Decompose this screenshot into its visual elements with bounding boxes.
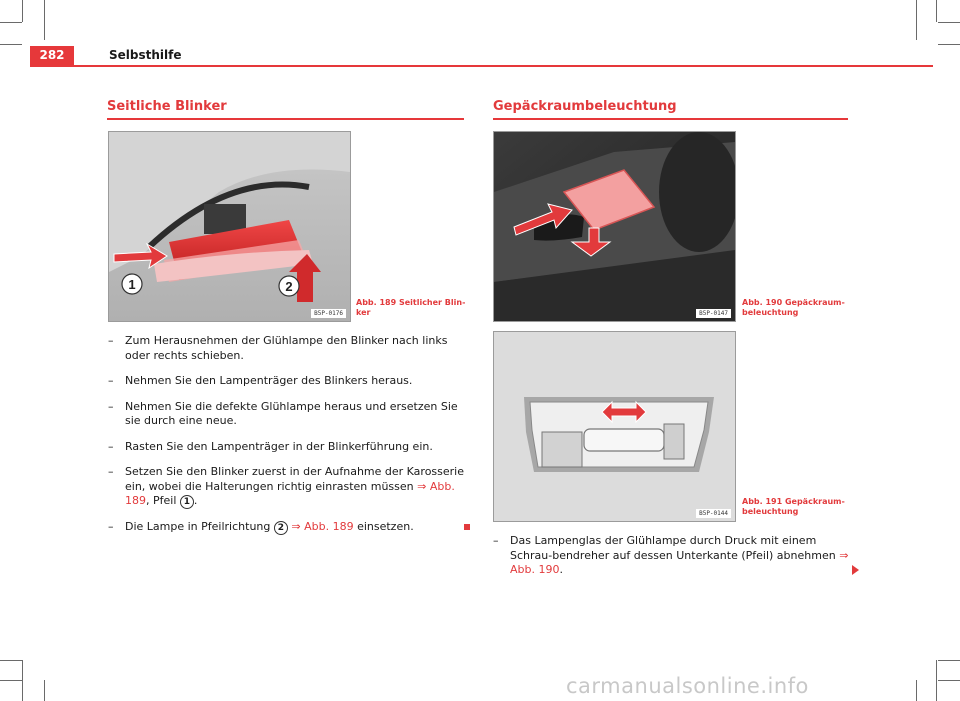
figure-code: B5P-0144 [696,509,731,518]
crop-mark [0,22,22,23]
crop-mark [938,680,960,681]
figure-label-1: 1 [128,277,136,292]
figure-label-2: 2 [285,279,293,294]
figure-code: B5P-0147 [696,309,731,318]
figure-reference-link[interactable]: ⇒ Abb. 190 [510,548,849,576]
list-item [493,534,851,578]
crop-mark [936,660,937,701]
list-item-text: . [193,494,198,507]
list-item-text: Das Lampenglas der Glühlampe durch Druck mit einem Schrau-bendreher auf dessen Unterkante (Pfeil) abnehmen [510,534,840,562]
header-rule [30,65,933,67]
arrow-number-badge: 2 [274,521,288,535]
list-item-text: Rasten Sie den Lampenträger in der Blinkerführung ein. [125,439,433,453]
figure-190-illustration [494,132,735,321]
crop-mark [22,0,23,22]
section-heading-trunk-light: Gepäckraumbeleuchtung [493,99,677,114]
figure-190 [493,131,736,322]
list-item-text: einsetzen. [353,520,414,533]
figure-reference-link[interactable]: ⇒ Abb. 189 [125,479,455,507]
chapter-title: Selbsthilfe [109,48,182,62]
section-rule [493,118,848,120]
crop-mark [44,680,45,701]
list-item [108,440,468,455]
list-item-text: Nehmen Sie die defekte Glühlampe heraus und ersetzen Sie sie durch eine neue. [125,399,458,427]
figure-191-caption: Abb. 191 Gepäckraum- beleuchtung [742,497,845,516]
crop-mark [0,660,22,661]
arrow-number-badge: 1 [180,495,194,509]
list-item [108,520,468,535]
figure-code: B5P-0176 [311,309,346,318]
crop-mark [22,660,23,701]
instruction-list-blinker [108,334,468,546]
figure-189 [108,131,351,322]
list-item-text: Zum Herausnehmen der Glühlampe den Blinker nach links oder rechts schieben. [125,334,448,362]
section-heading-blinker: Seitliche Blinker [107,99,227,114]
list-item-text: , Pfeil [146,494,180,507]
crop-mark [936,0,937,22]
crop-mark [916,680,917,701]
list-item-text: Die Lampe in Pfeilrichtung [125,520,274,533]
instruction-list-trunk-light [493,534,851,589]
figure-189-illustration [109,132,350,321]
watermark: carmanualsonline.info [566,674,809,698]
list-item [108,374,468,389]
figure-190-caption: Abb. 190 Gepäckraum- beleuchtung [742,298,845,317]
crop-mark [0,680,22,681]
crop-mark [0,44,22,45]
crop-mark [916,0,917,40]
crop-mark [938,44,960,45]
crop-mark [44,0,45,40]
figure-189-caption: Abb. 189 Seitlicher Blin- ker [356,298,466,317]
continued-arrow-icon [852,565,859,575]
list-item-text: Setzen Sie den Blinker zuerst in der Aufnahme der Karosserie ein, wobei die Halterungen richtig einrasten müssen [125,465,465,493]
page-number: 282 [39,48,65,62]
list-item-text: Nehmen Sie den Lampenträger des Blinkers heraus. [125,374,413,387]
section-end-icon [464,524,470,530]
crop-mark [938,660,960,661]
list-item [108,334,468,363]
list-item [108,400,468,429]
figure-reference-link[interactable]: ⇒ Abb. 189 [291,520,354,533]
list-item-text: . [559,563,563,576]
figure-191-illustration [494,332,735,521]
list-item [108,465,468,509]
figure-191 [493,331,736,522]
section-rule [107,118,464,120]
crop-mark [938,22,960,23]
